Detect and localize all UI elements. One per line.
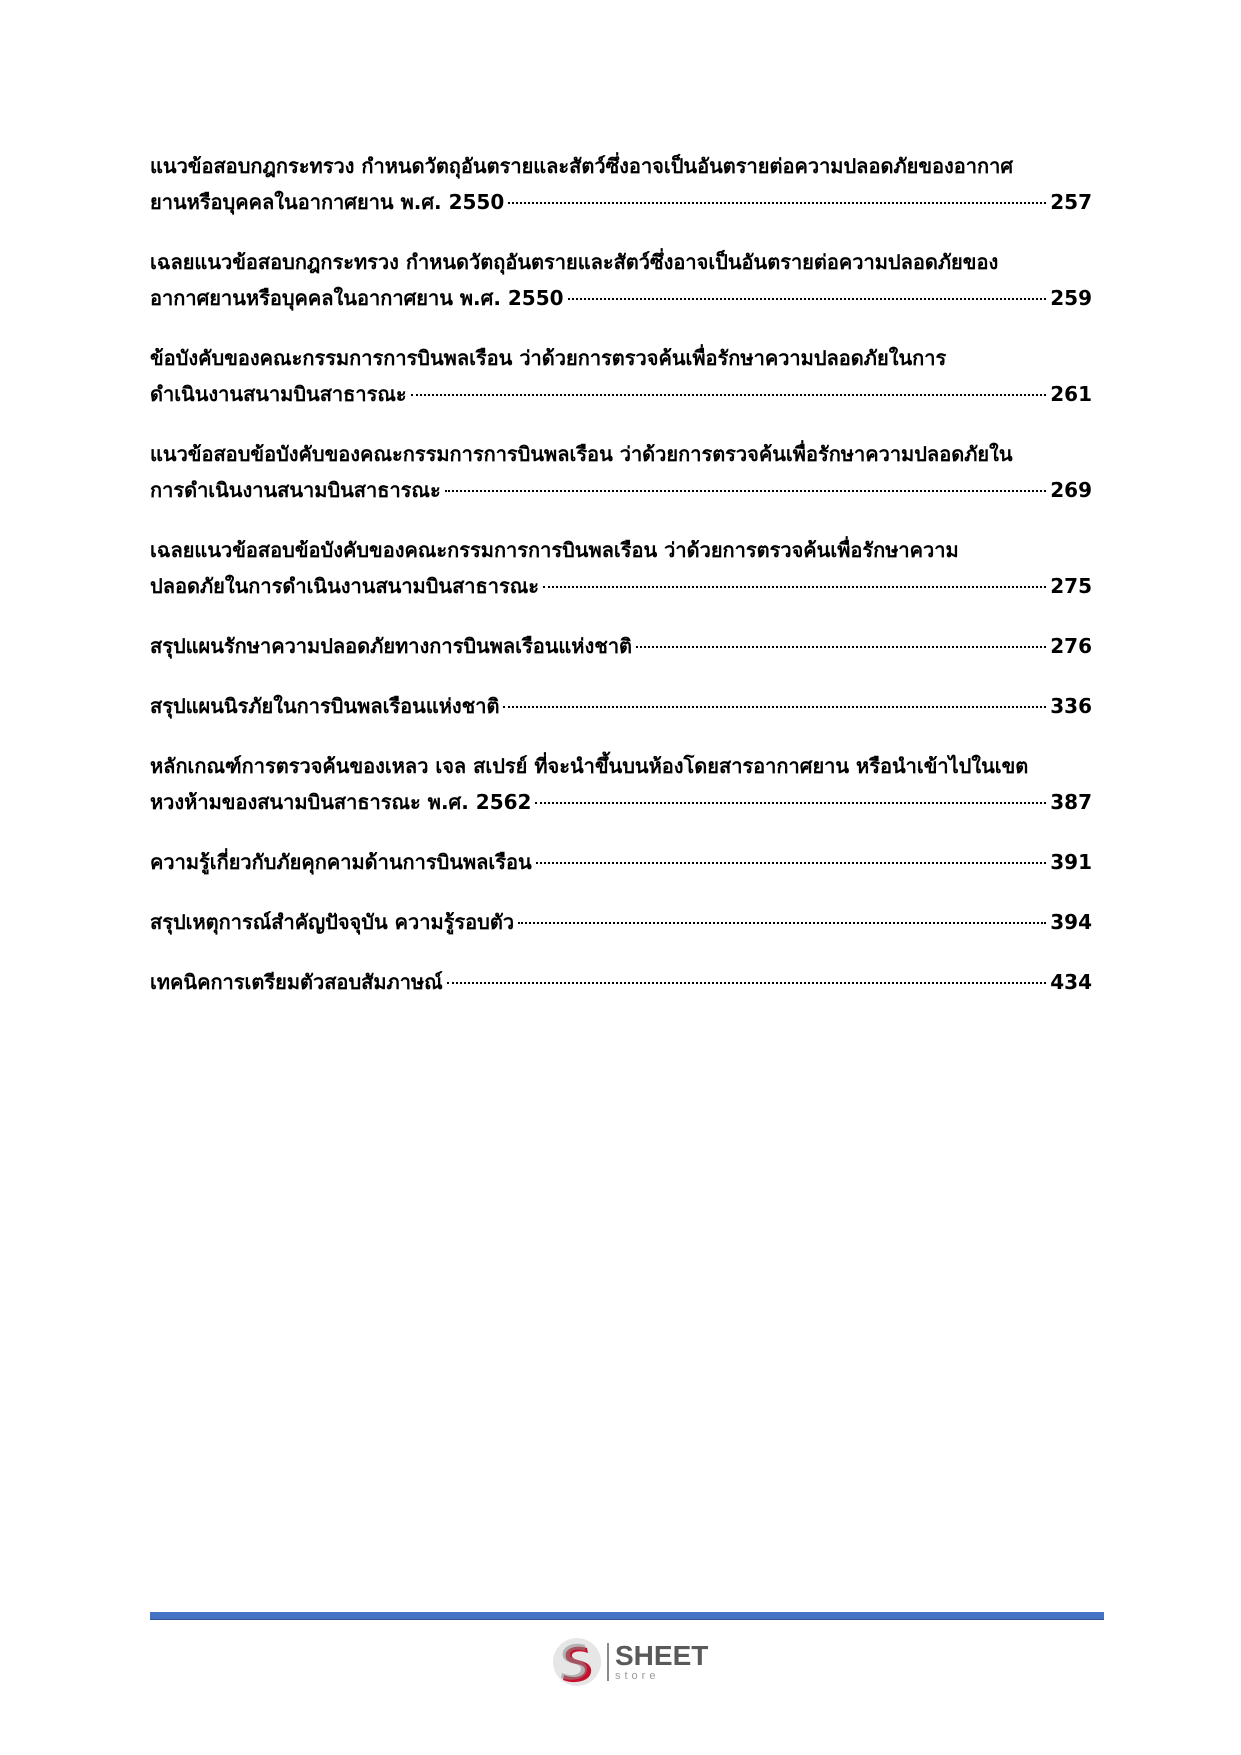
toc-entry-title: หลักเกณฑ์การตรวจค้นของเหลว เจล สเปรย์ ที่จะนำขึ้นบนห้องโดยสารอากาศยาน หรือนำเข้าไปในเขต (150, 754, 1029, 778)
sheet-store-s-logo-icon (551, 1636, 603, 1688)
toc-entry-title-continued: ดำเนินงานสนามบินสาธารณะ (150, 382, 407, 406)
toc-entry[interactable] (150, 750, 1092, 822)
toc-page-number: 269 (1050, 478, 1092, 502)
toc-page-number: 434 (1050, 970, 1092, 994)
toc-entry-title: เฉลยแนวข้อสอบข้อบังคับของคณะกรรมการการบินพลเรือน ว่าด้วยการตรวจค้นเพื่อรักษาความ (150, 538, 959, 562)
toc-entry[interactable] (150, 150, 1092, 222)
logo-divider (607, 1643, 609, 1681)
toc-entry[interactable] (150, 690, 1092, 726)
toc-page-number: 391 (1050, 850, 1092, 874)
toc-entry-title: แนวข้อสอบกฎกระทรวง กำหนดวัตถุอันตรายและสัตว์ซึ่งอาจเป็นอันตรายต่อความปลอดภัยของอากาศ (150, 154, 1014, 178)
table-of-contents (150, 150, 1092, 1026)
toc-entry-line (150, 246, 1092, 282)
toc-entry-title-continued: ปลอดภัยในการดำเนินงานสนามบินสาธารณะ (150, 574, 540, 598)
toc-entry-title: แนวข้อสอบข้อบังคับของคณะกรรมการการบินพลเรือน ว่าด้วยการตรวจค้นเพื่อรักษาความปลอดภัยใน (150, 442, 1013, 466)
toc-page-number: 261 (1050, 382, 1092, 406)
dot-leader (536, 862, 1047, 864)
toc-entry[interactable] (150, 966, 1092, 1002)
dot-leader (518, 922, 1046, 924)
toc-entry-title: เทคนิคการเตรียมตัวสอบสัมภาษณ์ (150, 970, 443, 994)
toc-page-number: 394 (1050, 910, 1092, 934)
toc-entry-line (150, 342, 1092, 378)
dot-leader (636, 646, 1046, 648)
toc-entry[interactable] (150, 534, 1092, 606)
toc-entry-line (150, 378, 1092, 414)
toc-entry[interactable] (150, 246, 1092, 318)
logo-wordmark (615, 1642, 708, 1682)
toc-entry-title-continued: อากาศยานหรือบุคคลในอากาศยาน พ.ศ. 2550 (150, 286, 564, 310)
toc-entry-title-continued: การดำเนินงานสนามบินสาธารณะ (150, 478, 441, 502)
toc-page-number: 387 (1050, 790, 1092, 814)
toc-entry-title: สรุปแผนรักษาความปลอดภัยทางการบินพลเรือนแห่งชาติ (150, 634, 633, 658)
toc-entry[interactable] (150, 438, 1092, 510)
footer-divider-bar (150, 1612, 1104, 1620)
toc-entry[interactable] (150, 630, 1092, 666)
toc-entry-line (150, 630, 1092, 666)
toc-entry-line (150, 846, 1092, 882)
toc-page-number: 336 (1050, 694, 1092, 718)
toc-entry-line (150, 786, 1092, 822)
dot-leader (568, 298, 1047, 300)
toc-page-number: 275 (1050, 574, 1092, 598)
toc-page-number: 276 (1050, 634, 1092, 658)
toc-entry-title: ข้อบังคับของคณะกรรมการการบินพลเรือน ว่าด้วยการตรวจค้นเพื่อรักษาความปลอดภัยในการ (150, 346, 947, 370)
toc-entry-line (150, 906, 1092, 942)
toc-entry-title: เฉลยแนวข้อสอบกฎกระทรวง กำหนดวัตถุอันตรายและสัตว์ซึ่งอาจเป็นอันตรายต่อความปลอดภัยของ (150, 250, 999, 274)
toc-entry-line (150, 282, 1092, 318)
toc-entry-line (150, 750, 1092, 786)
logo-subtitle: store (615, 1670, 660, 1682)
dot-leader (447, 982, 1047, 984)
toc-entry-line (150, 186, 1092, 222)
toc-entry-line (150, 534, 1092, 570)
dot-leader (543, 586, 1046, 588)
logo-title: SHEET (615, 1640, 709, 1671)
toc-entry-line (150, 570, 1092, 606)
toc-entry-line (150, 690, 1092, 726)
dot-leader (508, 202, 1046, 204)
toc-page-number: 259 (1050, 286, 1092, 310)
toc-entry-title-continued: ยานหรือบุคคลในอากาศยาน พ.ศ. 2550 (150, 190, 505, 214)
toc-entry-title: สรุปเหตุการณ์สำคัญปัจจุบัน ความรู้รอบตัว (150, 910, 515, 934)
toc-entry-line (150, 150, 1092, 186)
toc-page-number: 257 (1050, 190, 1092, 214)
dot-leader (535, 802, 1046, 804)
dot-leader (445, 490, 1047, 492)
toc-entry-title: สรุปแผนนิรภัยในการบินพลเรือนแห่งชาติ (150, 694, 500, 718)
toc-entry[interactable] (150, 906, 1092, 942)
dot-leader (503, 706, 1046, 708)
toc-entry[interactable] (150, 342, 1092, 414)
toc-entry-title-continued: หวงห้ามของสนามบินสาธารณะ พ.ศ. 2562 (150, 790, 532, 814)
toc-entry-line (150, 966, 1092, 1002)
toc-entry[interactable] (150, 846, 1092, 882)
dot-leader (411, 394, 1047, 396)
sheet-store-logo (551, 1634, 721, 1690)
toc-entry-line (150, 474, 1092, 510)
toc-entry-line (150, 438, 1092, 474)
toc-entry-title: ความรู้เกี่ยวกับภัยคุกคามด้านการบินพลเรือน (150, 850, 532, 874)
